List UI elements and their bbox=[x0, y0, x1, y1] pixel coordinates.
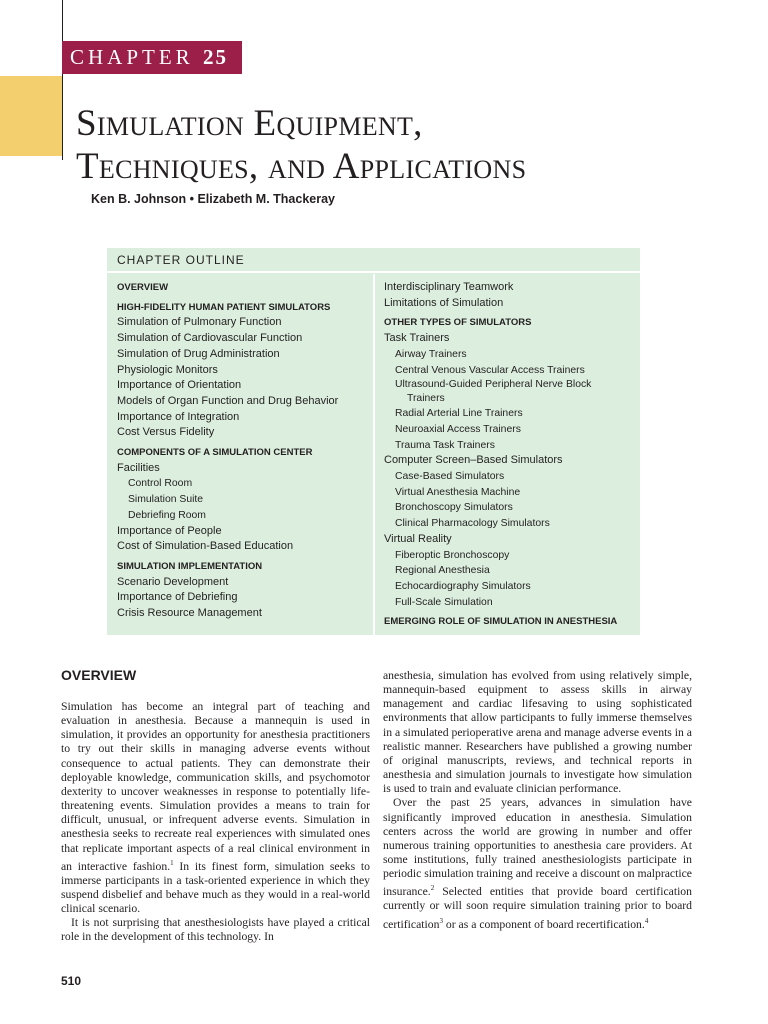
outline-item: Limitations of Simulation bbox=[384, 296, 504, 309]
outline-item: Simulation of Drug Administration bbox=[117, 347, 280, 360]
outline-item: Importance of Orientation bbox=[117, 379, 242, 392]
outline-subitem: Debriefing Room bbox=[128, 509, 206, 521]
outline-subitem: Regional Anesthesia bbox=[395, 565, 490, 577]
paragraph-1-text-a: Simulation has become an integral part of teaching and evaluation in anesthesia. Because a mannequin is used in simulation, it provides an opportunity for anesthesia practitioners to try out their skills in managing adverse events without consequence to actual patients. They can demonstrate their deployable knowledge, communication skills, and psychomotor dexterity to uncover weaknesses in response to potentially life-threatening events. Simulation provides a means to train for difficult, unusual, or infrequent adverse events. Simulation in anesthesia seeks to recreate real experiences with simulated ones that replicate important aspects of a real clinical environment in an interactive fashion. bbox=[61, 700, 370, 873]
reference-4[interactable]: 4 bbox=[644, 916, 649, 925]
outline-section-heading: SIMULATION IMPLEMENTATION bbox=[117, 560, 263, 572]
outline-item: Simulation of Pulmonary Function bbox=[117, 316, 282, 329]
outline-item: Importance of Debriefing bbox=[117, 591, 238, 604]
outline-item: Virtual Reality bbox=[384, 532, 452, 545]
outline-subitem: Radial Arterial Line Trainers bbox=[395, 408, 523, 420]
authors: Ken B. Johnson • Elizabeth M. Thackeray bbox=[91, 192, 336, 206]
outline-item: Task Trainers bbox=[384, 332, 450, 345]
paragraph-3-text-a: Over the past 25 years, advances in simulation have significantly improved education in anesthesia. Simulation centers across the world are growing in number and offer numerous training opportunities to anesthesia care providers. At some institutions, fully trained anesthesiologists participate in periodic simulation training and receive a discount on malpractice insurance. bbox=[383, 796, 692, 899]
outline-item: Interdisciplinary Teamwork bbox=[384, 281, 514, 293]
outline-left-column bbox=[117, 280, 367, 622]
paragraph-2-continued: anesthesia, simulation has evolved from using relatively simple, mannequin-based equipment to assess skills in airway management and cardiac lifesaving to using sophisticated environments that allow participants to fully immerse themselves in a simulated perioperative arena and manage adverse events in a realistic manner. Researchers have published a growing number of original manuscripts, reviews, and technical reports in anesthesia and simulation journals to investigate how simulation is used to train and evaluate clinician performance. bbox=[383, 669, 692, 796]
paragraph-1-text-b: In its finest form, simulation seeks to immerse participants in a task-oriented experience in which they suspend disbelief and behave much as they would in a real-world clinical scenario. bbox=[61, 859, 370, 916]
outline-subitem: Airway Trainers bbox=[395, 348, 467, 360]
outline-section-heading: OTHER TYPES OF SIMULATORS bbox=[384, 317, 532, 329]
outline-heading: CHAPTER OUTLINE bbox=[107, 248, 640, 273]
outline-subitem bbox=[384, 378, 624, 406]
title-line-2: Techniques, and Applications bbox=[76, 146, 527, 187]
title-line-1: Simulation Equipment, bbox=[76, 103, 423, 144]
outline-subitem: Central Venous Vascular Access Trainers bbox=[395, 364, 585, 376]
outline-item: Physiologic Monitors bbox=[117, 363, 218, 376]
page-number: 510 bbox=[61, 974, 82, 988]
paragraph-3-text-c: or as a component of board recertification. bbox=[442, 917, 645, 931]
outline-subitem: Echocardiography Simulators bbox=[395, 580, 531, 592]
chapter-accent-block bbox=[0, 76, 62, 156]
body-right-column bbox=[383, 669, 692, 932]
outline-section-heading: EMERGING ROLE OF SIMULATION IN ANESTHESIA bbox=[384, 616, 618, 628]
outline-subitem: Simulation Suite bbox=[128, 494, 204, 506]
outline-subitem-continuation: Trainers bbox=[407, 393, 445, 405]
outline-item: Crisis Resource Management bbox=[117, 607, 262, 620]
outline-subitem-text: Ultrasound-Guided Peripheral Nerve Block bbox=[395, 379, 592, 391]
outline-item: Importance of Integration bbox=[117, 410, 240, 423]
reference-3[interactable]: 3 bbox=[439, 916, 443, 925]
reference-2[interactable]: 2 bbox=[430, 884, 435, 893]
outline-section-heading: OVERVIEW bbox=[117, 282, 169, 293]
outline-subitem: Trauma Task Trainers bbox=[395, 439, 495, 451]
outline-divider bbox=[373, 274, 375, 635]
outline-subitem: Clinical Pharmacology Simulators bbox=[395, 518, 550, 530]
outline-item: Scenario Development bbox=[117, 575, 229, 588]
outline-item: Cost of Simulation-Based Education bbox=[117, 540, 294, 553]
paragraph-3-text-b: Selected entities that provide board certification currently or will soon require simulation training prior to board certification bbox=[383, 885, 692, 931]
paragraph-2: It is not surprising that anesthesiologists have played a critical role in the development of this technology. In bbox=[61, 916, 370, 944]
chapter-rule bbox=[62, 0, 63, 160]
outline-item: Facilities bbox=[117, 461, 160, 474]
body-left-column bbox=[61, 667, 370, 945]
outline-item: Models of Organ Function and Drug Behavior bbox=[117, 394, 339, 407]
reference-1[interactable]: 1 bbox=[170, 858, 174, 867]
paragraph-3 bbox=[383, 796, 692, 931]
outline-item: Cost Versus Fidelity bbox=[117, 426, 215, 439]
outline-section-heading: HIGH-FIDELITY HUMAN PATIENT SIMULATORS bbox=[117, 301, 331, 313]
chapter-word: CHAPTER bbox=[70, 45, 194, 69]
outline-item: Computer Screen–Based Simulators bbox=[384, 454, 563, 467]
outline-subitem: Neuroaxial Access Trainers bbox=[395, 423, 521, 435]
section-heading: OVERVIEW bbox=[61, 667, 137, 683]
chapter-outline bbox=[107, 248, 640, 635]
outline-subitem: Fiberoptic Bronchoscopy bbox=[395, 549, 510, 561]
chapter-number: 25 bbox=[202, 45, 228, 69]
outline-subitem: Bronchoscopy Simulators bbox=[395, 502, 513, 514]
page-title bbox=[76, 102, 716, 188]
outline-section-heading: COMPONENTS OF A SIMULATION CENTER bbox=[117, 447, 313, 459]
outline-right-column bbox=[384, 280, 634, 630]
chapter-label bbox=[62, 41, 242, 74]
outline-item: Simulation of Cardiovascular Function bbox=[117, 332, 303, 345]
outline-subitem: Full-Scale Simulation bbox=[395, 596, 493, 608]
outline-subitem: Control Room bbox=[128, 478, 193, 490]
outline-item: Importance of People bbox=[117, 524, 222, 537]
outline-subitem: Virtual Anesthesia Machine bbox=[395, 486, 521, 498]
paragraph-1 bbox=[61, 700, 370, 916]
outline-subitem: Case-Based Simulators bbox=[395, 471, 505, 483]
